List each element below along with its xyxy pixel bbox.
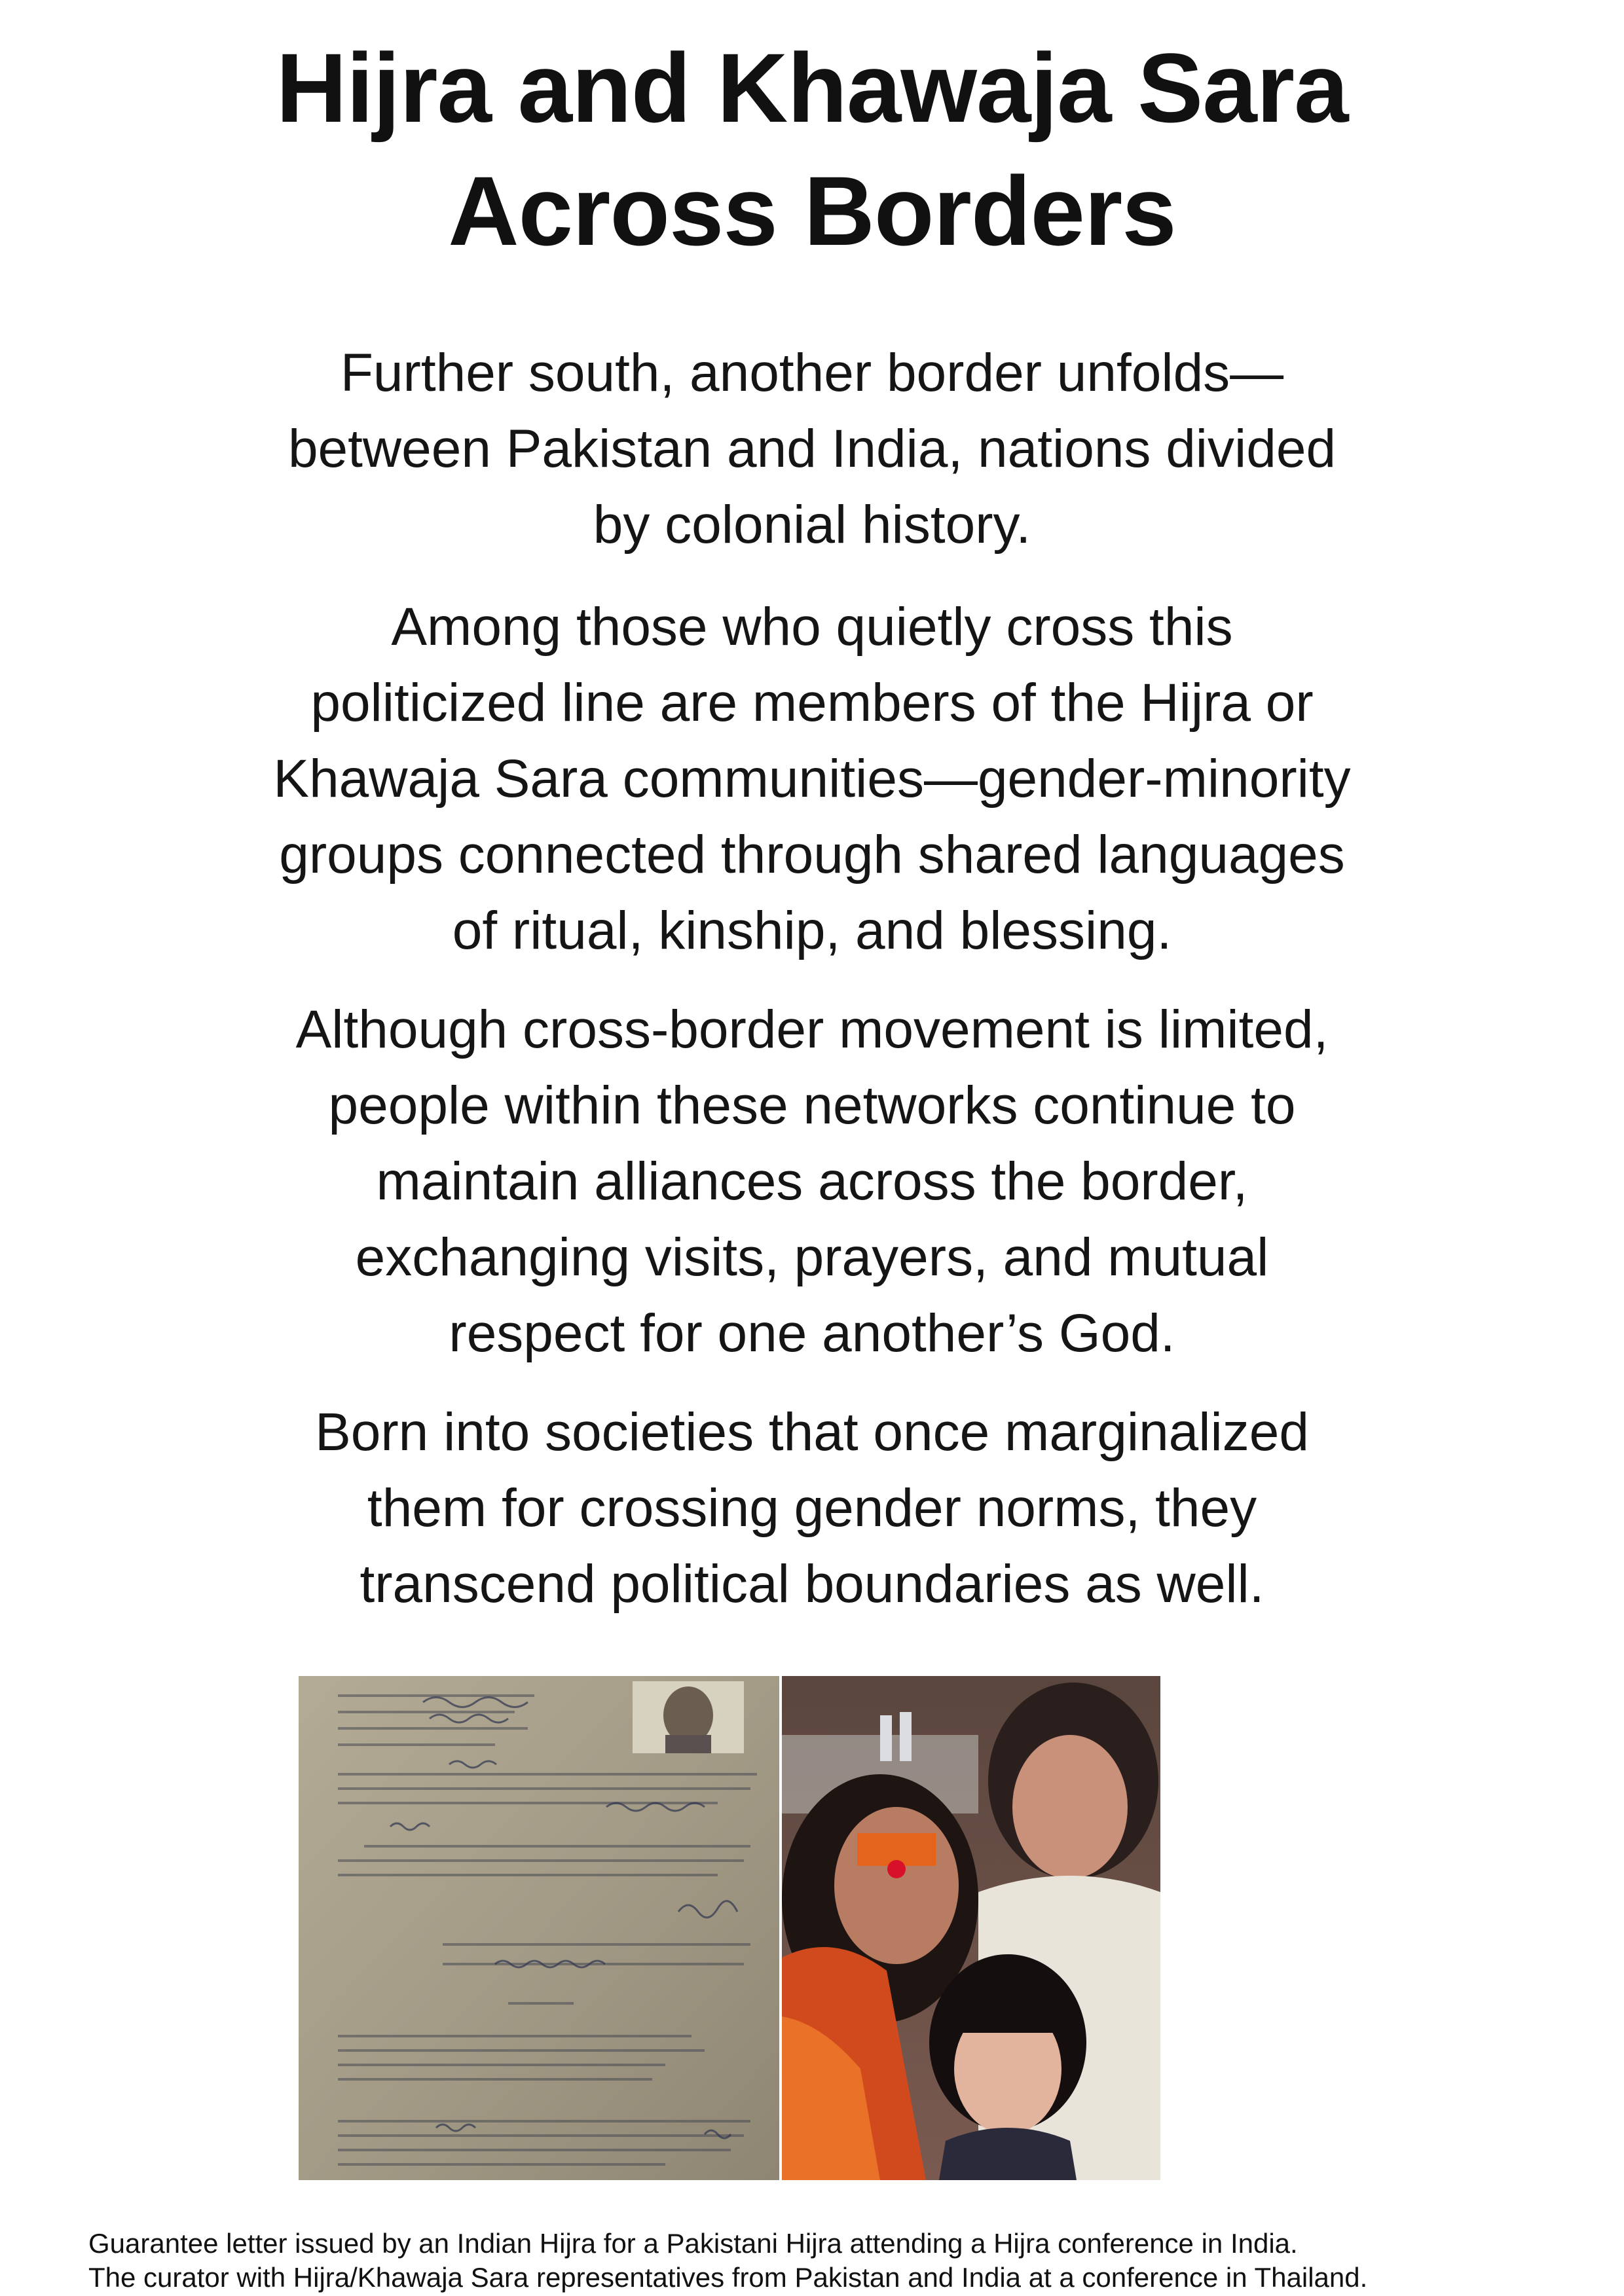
paragraph-line: between Pakistan and India, nations divided: [287, 419, 1337, 479]
selfie-illustration: [782, 1676, 1160, 2180]
paragraph-line: Born into societies that once marginalized: [315, 1402, 1309, 1462]
paragraph-3: [157, 992, 1467, 1372]
paragraph-line: respect for one another’s God.: [449, 1303, 1175, 1363]
paragraph-line: Further south, another border unfolds—: [340, 343, 1284, 403]
paragraph-2: [157, 589, 1467, 969]
paragraph-line: transcend political boundaries as well.: [360, 1554, 1264, 1614]
title-line-1: Hijra and Khawaja Sara: [276, 33, 1348, 143]
paragraph-1: [157, 335, 1467, 563]
paragraph-line: of ritual, kinship, and blessing.: [452, 901, 1172, 960]
guarantee-letter-photo: [299, 1676, 779, 2180]
paragraph-4: [157, 1394, 1467, 1622]
paragraph-line: people within these networks continue to: [328, 1076, 1296, 1135]
page-title: [0, 26, 1624, 272]
paragraph-line: Although cross-border movement is limited,: [295, 1000, 1329, 1059]
paragraph-line: Khawaja Sara communities—gender-minority: [273, 749, 1351, 809]
paragraph-line: exchanging visits, prayers, and mutual: [355, 1228, 1269, 1287]
paragraph-line: maintain alliances across the border,: [376, 1152, 1248, 1211]
title-line-2: Across Borders: [448, 156, 1176, 266]
paragraph-line: politicized line are members of the Hijra or: [310, 673, 1314, 733]
caption-selfie: The curator with Hijra/Khawaja Sara representatives from Pakistan and India at a conference in Thailand.: [88, 2262, 1368, 2293]
conference-selfie-photo: [782, 1676, 1160, 2180]
paragraph-line: Among those who quietly cross this: [391, 597, 1233, 657]
letter-illustration: [299, 1676, 779, 2180]
caption-letter: Guarantee letter issued by an Indian Hijra for a Pakistani Hijra attending a Hijra conference in India.: [88, 2228, 1298, 2259]
paragraph-line: them for crossing gender norms, they: [367, 1478, 1257, 1538]
paragraph-line: by colonial history.: [593, 495, 1031, 555]
paragraph-line: groups connected through shared languages: [279, 825, 1345, 884]
